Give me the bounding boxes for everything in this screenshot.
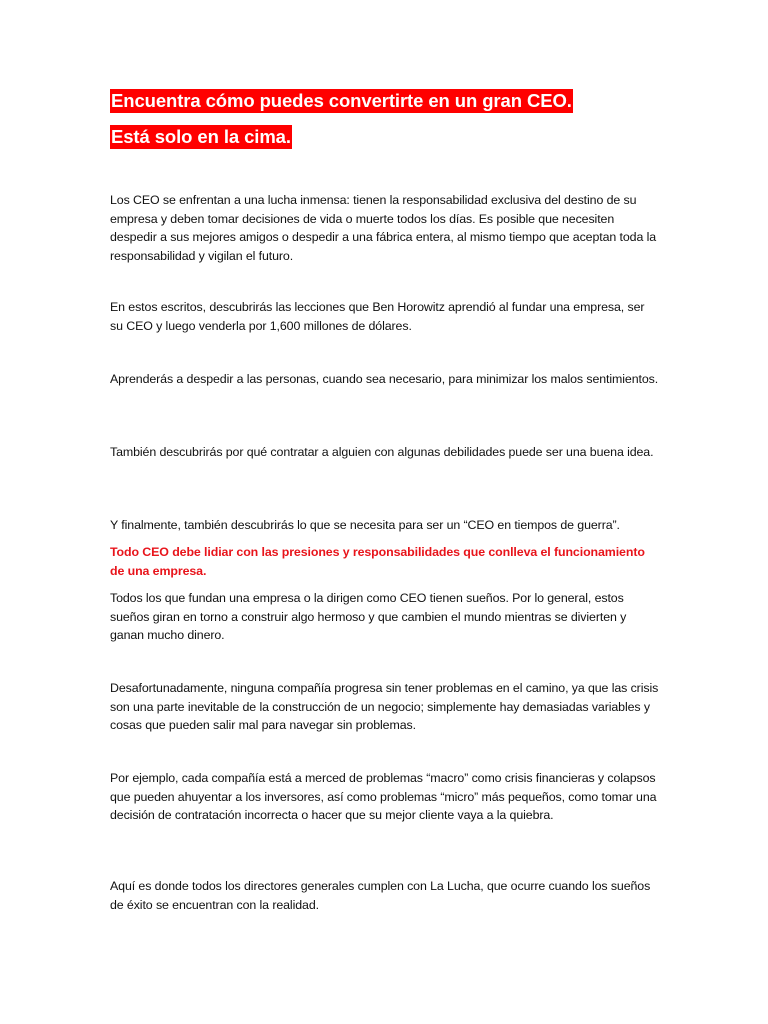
horowitz-paragraph: En estos escritos, descubrirás las lecciones que Ben Horowitz aprendió al fundar una empresa, ser su CEO y luego venderla por 1,600 millones de dólares. xyxy=(110,300,645,333)
intro-paragraph: Los CEO se enfrentan a una lucha inmensa: tienen la responsabilidad exclusiva del destino de su empresa y deben tomar decisiones de vida o muerte todos los días. Es posible que necesiten despedir a sus mejores amigos o despedir a una fábrica entera, al mismo tiempo que aceptan toda la responsabilidad y vigilan el futuro. xyxy=(110,193,657,263)
example-paragraph: Por ejemplo, cada compañía está a merced de problemas “macro” como crisis financieras y colapsos que pueden ahuyentar a los inversores, así como problemas “micro” más pequeños, como tomar una decisión de contratación incorrecta o hacer que su mejor cliente vaya a la quiebra. xyxy=(110,771,657,822)
hiring-paragraph: También descubrirás por qué contratar a alguien con algunas debilidades puede ser una buena idea. xyxy=(110,445,654,459)
problems-paragraph: Desafortunadamente, ninguna compañía progresa sin tener problemas en el camino, ya que las crisis son una parte inevitable de la construcción de un negocio; simplemente hay demasiadas variables y cosas que pueden salir mal para navegar sin problemas. xyxy=(110,681,659,732)
firing-paragraph: Aprenderás a despedir a las personas, cuando sea necesario, para minimizar los malos sentimientos. xyxy=(110,372,659,386)
wartime-ceo-paragraph: Y finalmente, también descubrirás lo que se necesita para ser un “CEO en tiempos de guerra”. xyxy=(110,518,620,532)
struggle-paragraph: Aquí es donde todos los directores generales cumplen con La Lucha, que ocurre cuando los sueños de éxito se encuentran con la realidad. xyxy=(110,879,651,912)
subtitle-heading: Está solo en la cima. xyxy=(111,126,291,147)
dreams-paragraph: Todos los que fundan una empresa o la dirigen como CEO tienen sueños. Por lo general, estos sueños giran en torno a construir algo hermoso y que cambien el mundo mientras se divierten y ganan mucho dinero. xyxy=(110,591,627,642)
section-subheading: Todo CEO debe lidiar con las presiones y responsabilidades que conlleva el funcionamiento de una empresa. xyxy=(110,545,645,578)
title-heading: Encuentra cómo puedes convertirte en un gran CEO. xyxy=(111,90,572,111)
